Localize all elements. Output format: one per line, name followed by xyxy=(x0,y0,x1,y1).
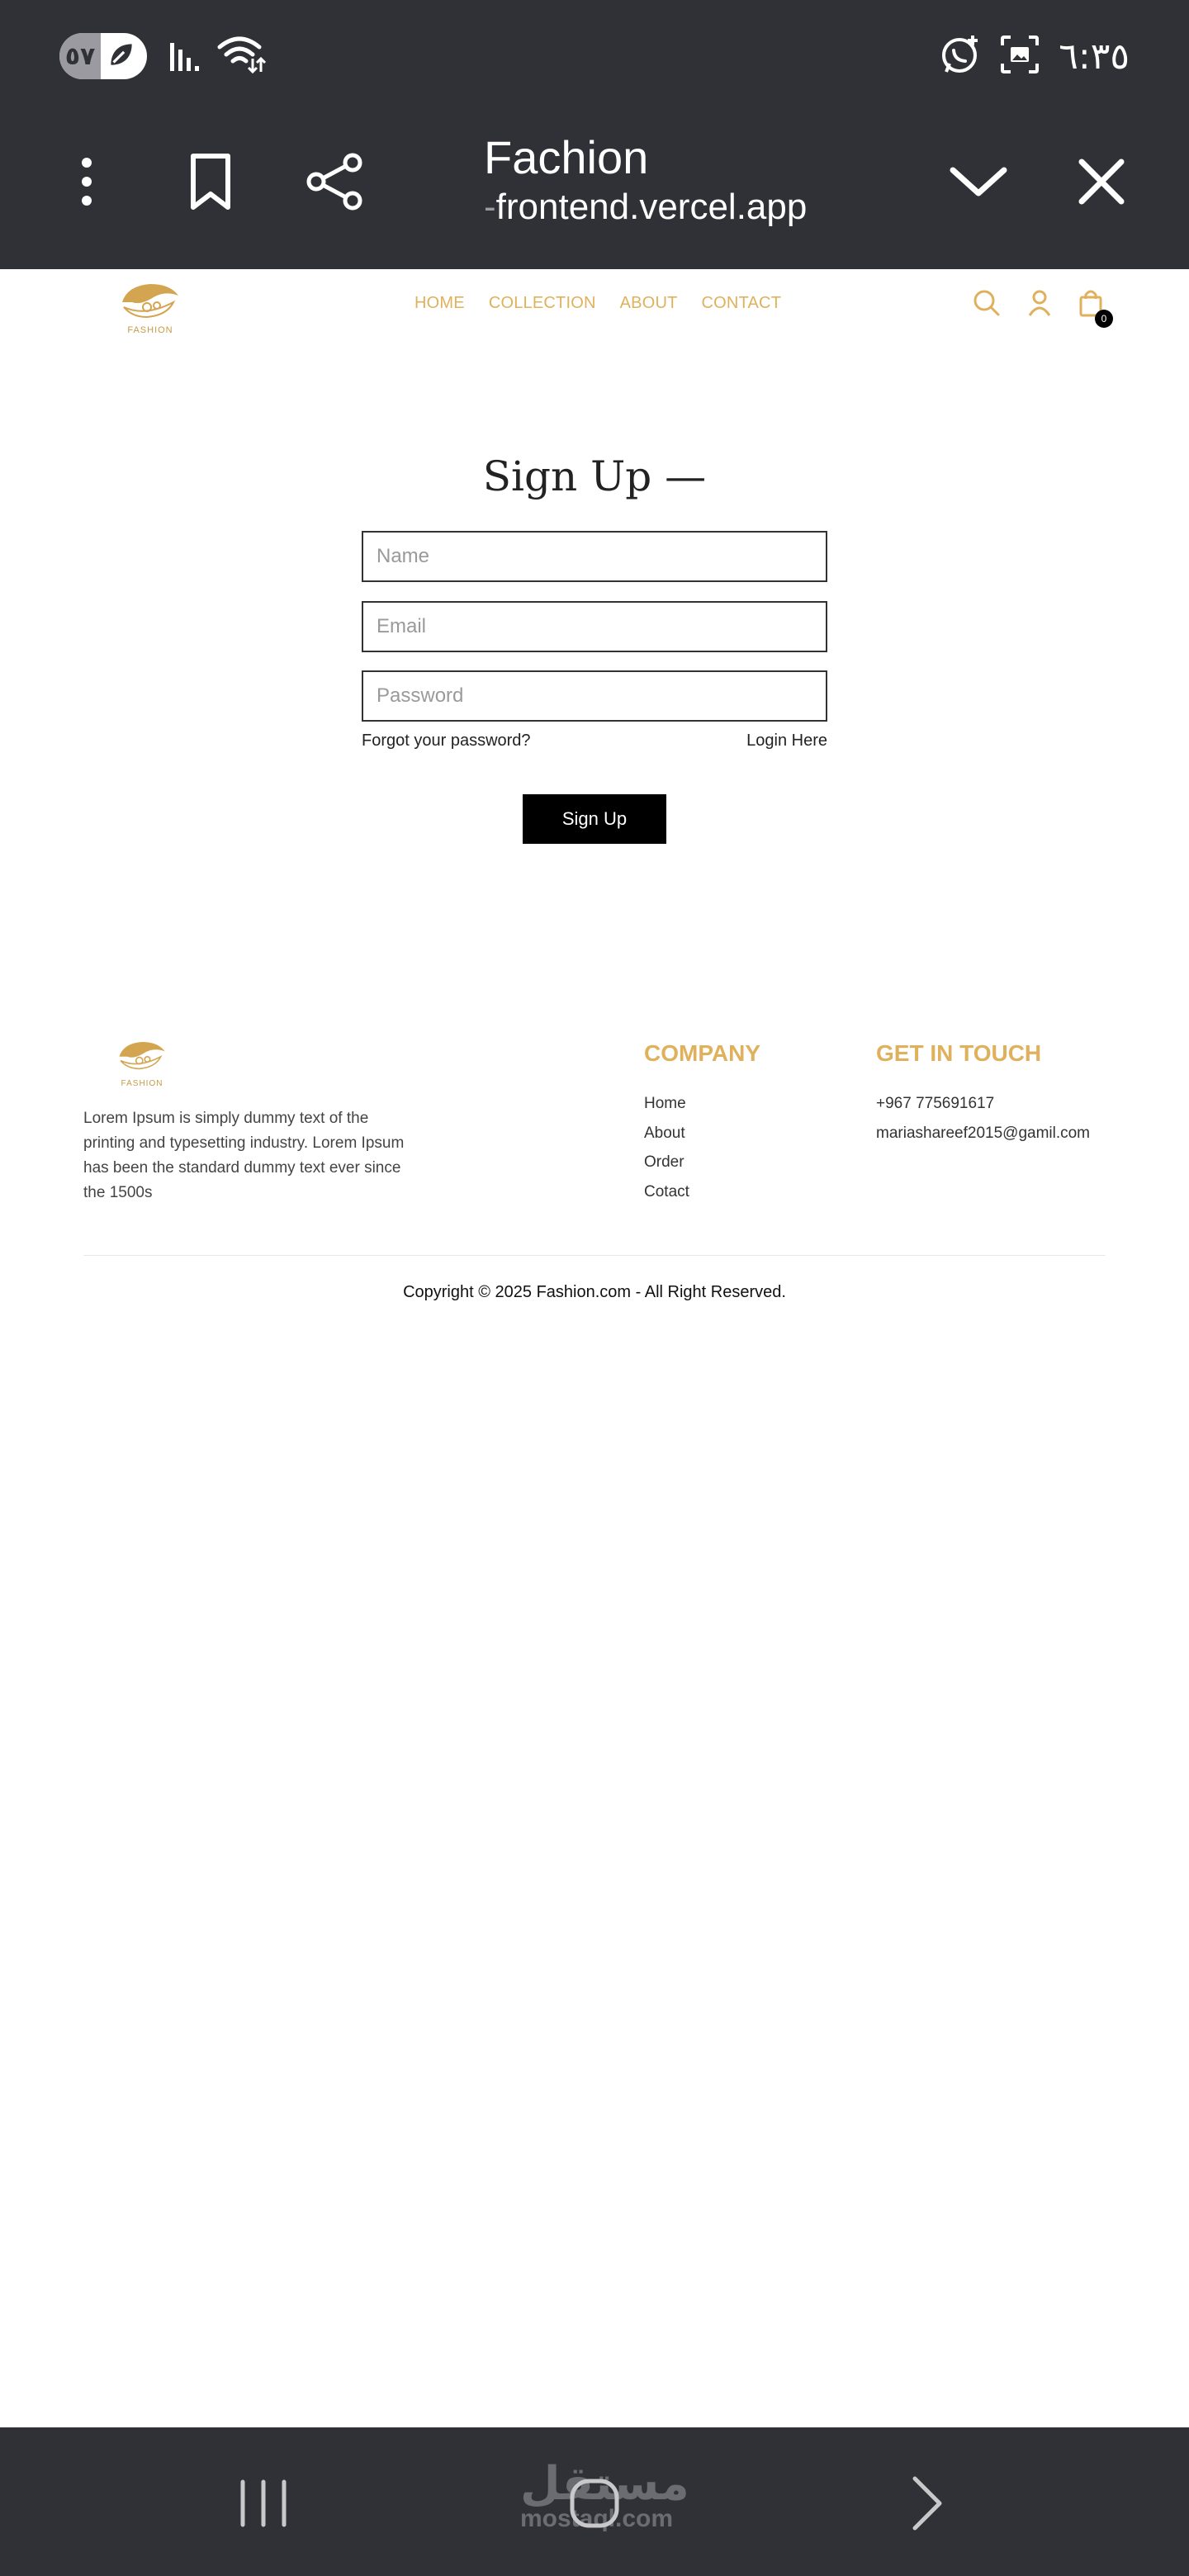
site-header xyxy=(0,269,1189,343)
contact-heading: GET IN TOUCH xyxy=(876,1040,1042,1066)
login-link[interactable]: Login Here xyxy=(746,732,827,750)
whatsapp-icon xyxy=(940,34,981,79)
recent-apps-icon[interactable] xyxy=(236,2479,291,2532)
nav-home[interactable]: HOME xyxy=(414,294,465,312)
bookmark-icon[interactable] xyxy=(183,149,238,215)
forgot-password-link[interactable]: Forgot your password? xyxy=(362,732,531,750)
browser-toolbar xyxy=(0,132,1189,231)
leaf-icon xyxy=(106,39,137,74)
back-icon[interactable] xyxy=(908,2475,946,2536)
watermark-latin: mostaql.com xyxy=(520,2505,674,2532)
main-nav xyxy=(414,294,781,313)
browser-chrome xyxy=(0,0,1189,269)
cart-icon[interactable] xyxy=(1078,289,1107,324)
footer-logo-text: FASHION xyxy=(121,1079,163,1088)
watermark-arabic: مستقل xyxy=(520,2457,689,2509)
wifi-icon xyxy=(216,34,266,79)
signal-icon xyxy=(168,36,201,77)
footer-logo[interactable] xyxy=(114,1035,170,1088)
name-input[interactable] xyxy=(362,531,827,582)
contact-info xyxy=(876,1095,1090,1153)
profile-icon[interactable] xyxy=(1027,289,1052,321)
page-title-block[interactable] xyxy=(484,132,807,228)
form-links xyxy=(362,732,827,751)
logo-mark-icon xyxy=(114,1035,170,1077)
footer-link-contact[interactable]: Cotact xyxy=(644,1182,689,1200)
battery-indicator xyxy=(59,33,147,79)
nav-about[interactable]: ABOUT xyxy=(619,294,678,312)
clock: ٦:٣٥ xyxy=(1059,35,1130,78)
signup-title: Sign Up — xyxy=(482,452,707,500)
nav-contact[interactable]: CONTACT xyxy=(701,294,782,312)
footer-divider xyxy=(83,1255,1106,1256)
status-bar-right xyxy=(940,30,1130,83)
home-icon[interactable] xyxy=(568,2477,621,2534)
battery-level: ٥٧ xyxy=(64,41,96,71)
cart-count-badge: 0 xyxy=(1095,310,1113,328)
screenshot-icon xyxy=(999,34,1040,79)
chevron-down-icon[interactable] xyxy=(950,149,1007,215)
copyright-text: Copyright © 2025 Fashion.com - All Right Reserved. xyxy=(403,1283,786,1301)
nav-collection[interactable]: COLLECTION xyxy=(488,294,596,312)
footer-link-home[interactable]: Home xyxy=(644,1095,686,1112)
share-icon[interactable] xyxy=(302,149,368,215)
status-bar-left xyxy=(59,33,266,79)
logo[interactable] xyxy=(116,277,185,335)
contact-email: mariashareef2015@gamil.com xyxy=(876,1124,1091,1142)
logo-mark-icon xyxy=(116,277,185,325)
footer-about-text: Lorem Ipsum is simply dummy text of the printing and typesetting industry. Lorem Ipsum has been the standard dummy text ever since the 1500s xyxy=(83,1110,405,1201)
system-nav-bar xyxy=(0,2427,1189,2576)
logo-text: FASHION xyxy=(127,325,173,335)
password-input[interactable] xyxy=(362,670,827,722)
company-heading: COMPANY xyxy=(644,1040,761,1066)
more-vertical-icon[interactable] xyxy=(66,149,107,215)
email-input[interactable] xyxy=(362,601,827,652)
search-icon[interactable] xyxy=(973,289,1001,321)
header-icons xyxy=(973,289,1107,324)
footer-link-order[interactable]: Order xyxy=(644,1153,685,1171)
contact-phone: +967 775691617 xyxy=(876,1095,995,1112)
page-url: -frontend.vercel.app xyxy=(484,187,808,227)
company-links xyxy=(644,1095,689,1212)
page-title: Fachion xyxy=(484,131,649,183)
footer-link-about[interactable]: About xyxy=(644,1124,685,1142)
signup-button[interactable]: Sign Up xyxy=(523,794,666,844)
close-icon[interactable] xyxy=(1078,154,1125,210)
